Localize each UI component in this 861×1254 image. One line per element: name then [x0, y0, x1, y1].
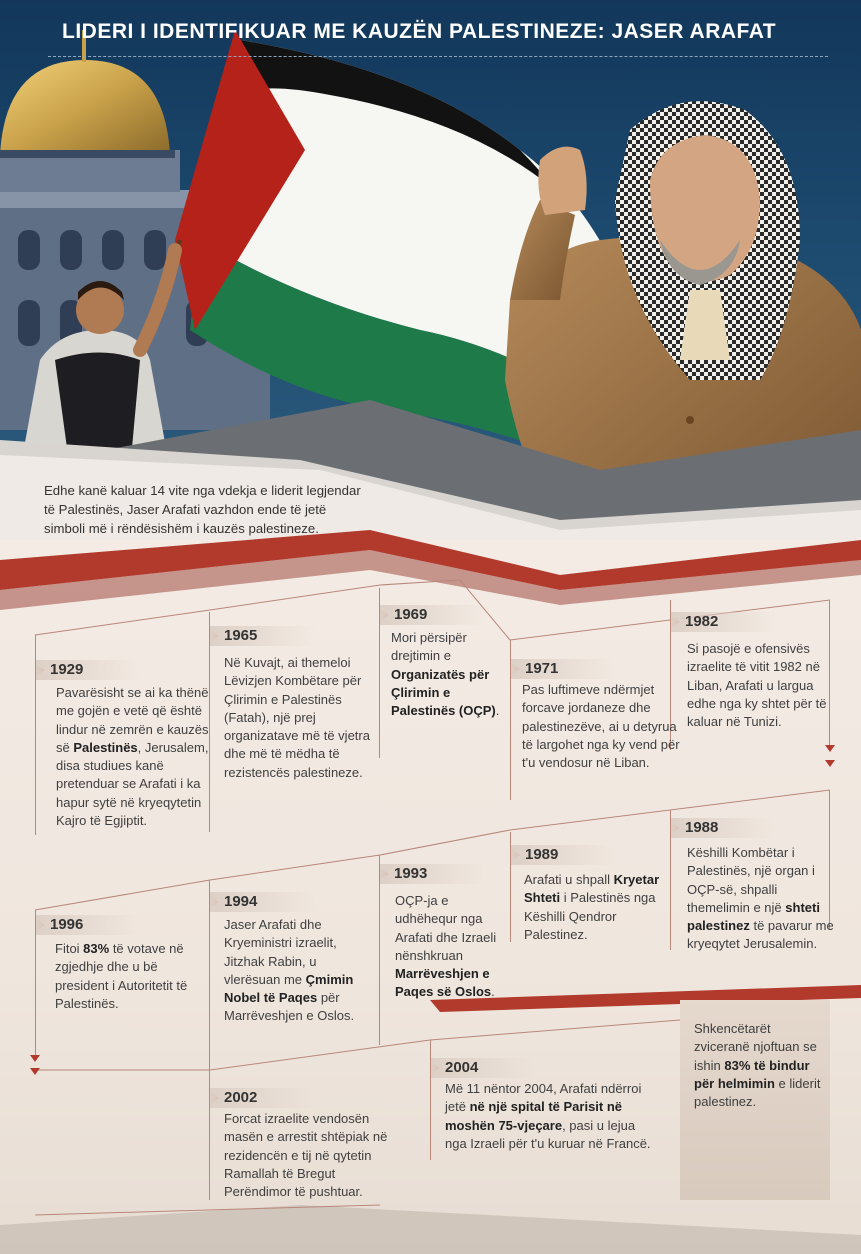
entry-text: Fitoi 83% të votave në zgjedhje dhe u bë president i Autoritetit të Palestinës.	[55, 941, 188, 1011]
entry-text: Më 11 nëntor 2004, Arafati ndërroi jetë në një spital të Parisit në moshën 75-vjeçare, pasi u lejua nga Izraeli për t'u kuruar në Francë.	[445, 1081, 651, 1151]
arrow-down-icon	[30, 1055, 40, 1062]
entry-year: 1929	[36, 660, 140, 680]
entry-year: 1994	[210, 892, 314, 912]
arrow-down-icon	[825, 745, 835, 752]
entry-year: 1982	[671, 612, 775, 632]
intro-text: Edhe kanë kaluar 14 vite nga vdekja e liderit legjendar të Palestinës, Jaser Arafati vazhdon ende të jetë simboli më i rëndësishëm i kauzës palestineze.	[44, 483, 361, 536]
entry-text: Si pasojë e ofensivës izraelite të vitit 1982 në Liban, Arafati u largua edhe nga ky shtet për të kaluar në Tunizi.	[687, 641, 827, 730]
entry-year: 2002	[210, 1088, 314, 1108]
entry-year: 2004	[431, 1058, 535, 1078]
entry-text: OÇP-ja e udhëhequr nga Arafati dhe Izraeli nënshkruan Marrëveshjen e Paqes së Oslos.	[395, 893, 497, 1000]
entry-year: 1989	[511, 845, 615, 865]
entry-text: Këshilli Kombëtar i Palestinës, një organ i OÇP-së, shpalli themelimin e një shteti palestinez të pavarur me kryeqytet Jerusalemin.	[687, 845, 834, 952]
entry-year: 1969	[380, 605, 484, 625]
note-text: Shkencëtarët zviceranë njoftuan se ishin 83% të bindur për helmimin e liderit palestinez.	[694, 1021, 821, 1110]
page-title: LIDERI I IDENTIFIKUAR ME KAUZËN PALESTINEZE: JASER ARAFAT	[62, 20, 777, 43]
entry-year: 1965	[210, 626, 314, 646]
arrow-down-icon	[30, 1068, 40, 1075]
entry-year: 1996	[36, 915, 140, 935]
entry-year: 1993	[380, 864, 484, 884]
entry-text: Arafati u shpall Kryetar Shteti i Palestinës nga Këshilli Qendror Palestinez.	[524, 872, 660, 942]
entry-text: Jaser Arafati dhe Kryeministri izraelit, Jitzhak Rabin, u vlerësuan me Çmimin Nobel të Paqes për Marrëveshjen e Oslos.	[224, 917, 355, 1024]
entry-year: 1971	[511, 659, 615, 679]
entry-text: Pas luftimeve ndërmjet forcave jordaneze dhe palestinezëve, ai u detyrua të largohet nga ky vend për t'u vendosur në Liban.	[522, 682, 680, 771]
arrow-down-icon	[825, 760, 835, 767]
entry-text: Pavarësisht se ai ka thënë me gojën e vetë që është lindur në zemrën e kauzës së Palestinës, Jerusalem, disa studiues kanë pretenduar se Arafati i ka hapur sytë në kryeqytetin Kajro të Egjiptit.	[56, 685, 209, 829]
entry-text: Forcat izraelite vendosën masën e arrestit shtëpiak në rezidencën e tij në qytetin Ramallah të Bregut Perëndimor të pushtuar.	[224, 1111, 388, 1200]
note-box	[680, 1000, 830, 1200]
timeline-line	[829, 600, 830, 750]
entry-text: Mori përsipër drejtimin e Organizatës për Çlirimin e Palestinës (OÇP).	[391, 630, 500, 719]
entry-text: Në Kuvajt, ai themeloi Lëvizjen Kombëtare për Çlirimin e Palestinës (Fatah), një prej organizatave më të vjetra dhe më të mëdha të rezistencës palestineze.	[224, 655, 370, 780]
entry-year: 1988	[671, 818, 775, 838]
